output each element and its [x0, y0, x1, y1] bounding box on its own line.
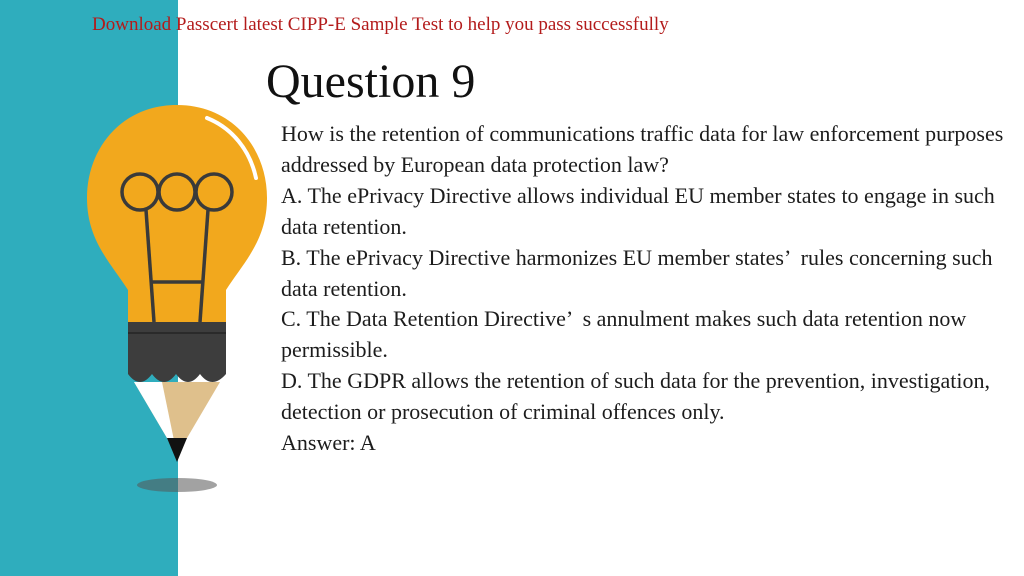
- question-body: [281, 119, 1016, 459]
- option-d: D. The GDPR allows the retention of such data for the prevention, investigation, detection or prosecution of criminal offences only.: [281, 368, 996, 425]
- question-stem: How is the retention of communications traffic data for law enforcement purposes addressed by European data protection law?: [281, 121, 1009, 177]
- answer-text: Answer: A: [281, 430, 376, 456]
- option-b: B. The ePrivacy Directive harmonizes EU member states’ rules concerning such data retention.: [281, 244, 998, 301]
- option-a: A. The ePrivacy Directive allows individual EU member states to engage in such data retention.: [281, 182, 1001, 239]
- lightbulb-pencil-icon: [82, 100, 272, 505]
- question-title: Question 9: [266, 55, 476, 108]
- option-c: C. The Data Retention Directive’ s annulment makes such data retention now permissible.: [281, 306, 972, 363]
- download-banner: Download Passcert latest CIPP-E Sample Test to help you pass successfully: [92, 14, 669, 35]
